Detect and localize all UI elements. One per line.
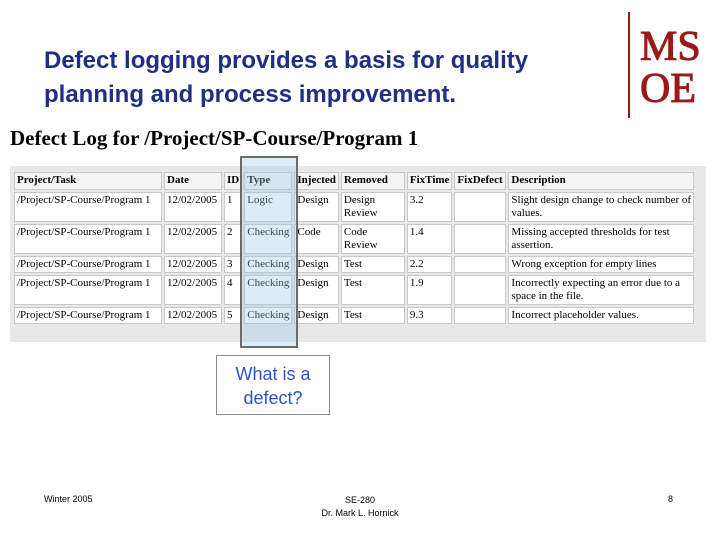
col-header-date[interactable]: Date <box>164 172 222 190</box>
footer-course-code: SE-280 <box>344 495 376 505</box>
cell-injected: Design <box>294 256 339 273</box>
cell-injected: Design <box>294 275 339 305</box>
cell-date: 12/02/2005 <box>164 256 222 273</box>
table-row[interactable] <box>14 256 694 273</box>
cell-project-task: /Project/SP-Course/Program 1 <box>14 307 162 324</box>
cell-fixtime: 2.2 <box>407 256 453 273</box>
cell-injected: Design <box>294 307 339 324</box>
logo-text-top: MS <box>640 24 701 70</box>
slide-title <box>44 44 604 112</box>
cell-removed: Test <box>341 307 405 324</box>
cell-fixdefect <box>454 275 506 305</box>
cell-type: Checking <box>244 307 292 324</box>
footer-course <box>300 494 420 520</box>
cell-type: Checking <box>244 224 292 254</box>
cell-injected: Code <box>294 224 339 254</box>
col-header-id[interactable]: ID <box>224 172 242 190</box>
footer-instructor: Dr. Mark L. Hornick <box>321 508 399 518</box>
cell-project-task: /Project/SP-Course/Program 1 <box>14 256 162 273</box>
defect-question-callout <box>216 355 330 415</box>
col-header-type[interactable]: Type <box>244 172 292 190</box>
cell-fixdefect <box>454 307 506 324</box>
cell-id: 3 <box>224 256 242 273</box>
defect-log-heading: Defect Log for /Project/SP-Course/Program 1 <box>10 126 419 150</box>
cell-type: Checking <box>244 256 292 273</box>
cell-description: Wrong exception for empty lines <box>508 256 694 273</box>
cell-project-task: /Project/SP-Course/Program 1 <box>14 192 162 222</box>
cell-removed: Test <box>341 256 405 273</box>
cell-fixtime: 1.9 <box>407 275 453 305</box>
cell-removed: Test <box>341 275 405 305</box>
type-column-highlight <box>240 156 298 348</box>
callout-line-1: What is a <box>235 364 311 384</box>
cell-date: 12/02/2005 <box>164 192 222 222</box>
footer-term: Winter 2005 <box>44 494 93 504</box>
table-row[interactable] <box>14 307 694 324</box>
cell-type: Checking <box>244 275 292 305</box>
callout-line-2: defect? <box>243 388 303 408</box>
title-line-1: Defect logging provides a basis for quality <box>44 47 529 74</box>
col-header-fixdefect[interactable]: FixDefect <box>454 172 506 190</box>
col-header-project-task[interactable]: Project/Task <box>14 172 162 190</box>
cell-fixdefect <box>454 224 506 254</box>
slide-number: 8 <box>668 494 674 504</box>
cell-fixtime: 3.2 <box>407 192 453 222</box>
cell-fixdefect <box>454 192 506 222</box>
col-header-removed[interactable]: Removed <box>341 172 405 190</box>
defect-log-panel <box>10 166 706 342</box>
table-row[interactable] <box>14 224 694 254</box>
cell-fixtime: 1.4 <box>407 224 453 254</box>
col-header-description[interactable]: Description <box>508 172 694 190</box>
cell-removed: Code Review <box>341 224 405 254</box>
cell-type: Logic <box>244 192 292 222</box>
cell-date: 12/02/2005 <box>164 275 222 305</box>
cell-id: 5 <box>224 307 242 324</box>
cell-id: 1 <box>224 192 242 222</box>
cell-removed: Design Review <box>341 192 405 222</box>
cell-fixtime: 9.3 <box>407 307 453 324</box>
table-row[interactable] <box>14 275 694 305</box>
col-header-fixtime[interactable]: FixTime <box>407 172 453 190</box>
cell-date: 12/02/2005 <box>164 224 222 254</box>
cell-description: Slight design change to check number of values. <box>508 192 694 222</box>
cell-description: Incorrectly expecting an error due to a space in the file. <box>508 275 694 305</box>
cell-date: 12/02/2005 <box>164 307 222 324</box>
table-row[interactable] <box>14 192 694 222</box>
cell-project-task: /Project/SP-Course/Program 1 <box>14 275 162 305</box>
cell-project-task: /Project/SP-Course/Program 1 <box>14 224 162 254</box>
cell-description: Incorrect placeholder values. <box>508 307 694 324</box>
cell-injected: Design <box>294 192 339 222</box>
col-header-injected[interactable]: Injected <box>294 172 339 190</box>
logo-text-bottom: OE <box>640 66 696 112</box>
table-header-row <box>14 172 694 190</box>
defect-log-table <box>12 170 696 326</box>
cell-id: 4 <box>224 275 242 305</box>
cell-description: Missing accepted thresholds for test assertion. <box>508 224 694 254</box>
msoe-logo <box>628 12 720 118</box>
cell-fixdefect <box>454 256 506 273</box>
title-line-2: planning and process improvement. <box>44 81 457 108</box>
cell-id: 2 <box>224 224 242 254</box>
